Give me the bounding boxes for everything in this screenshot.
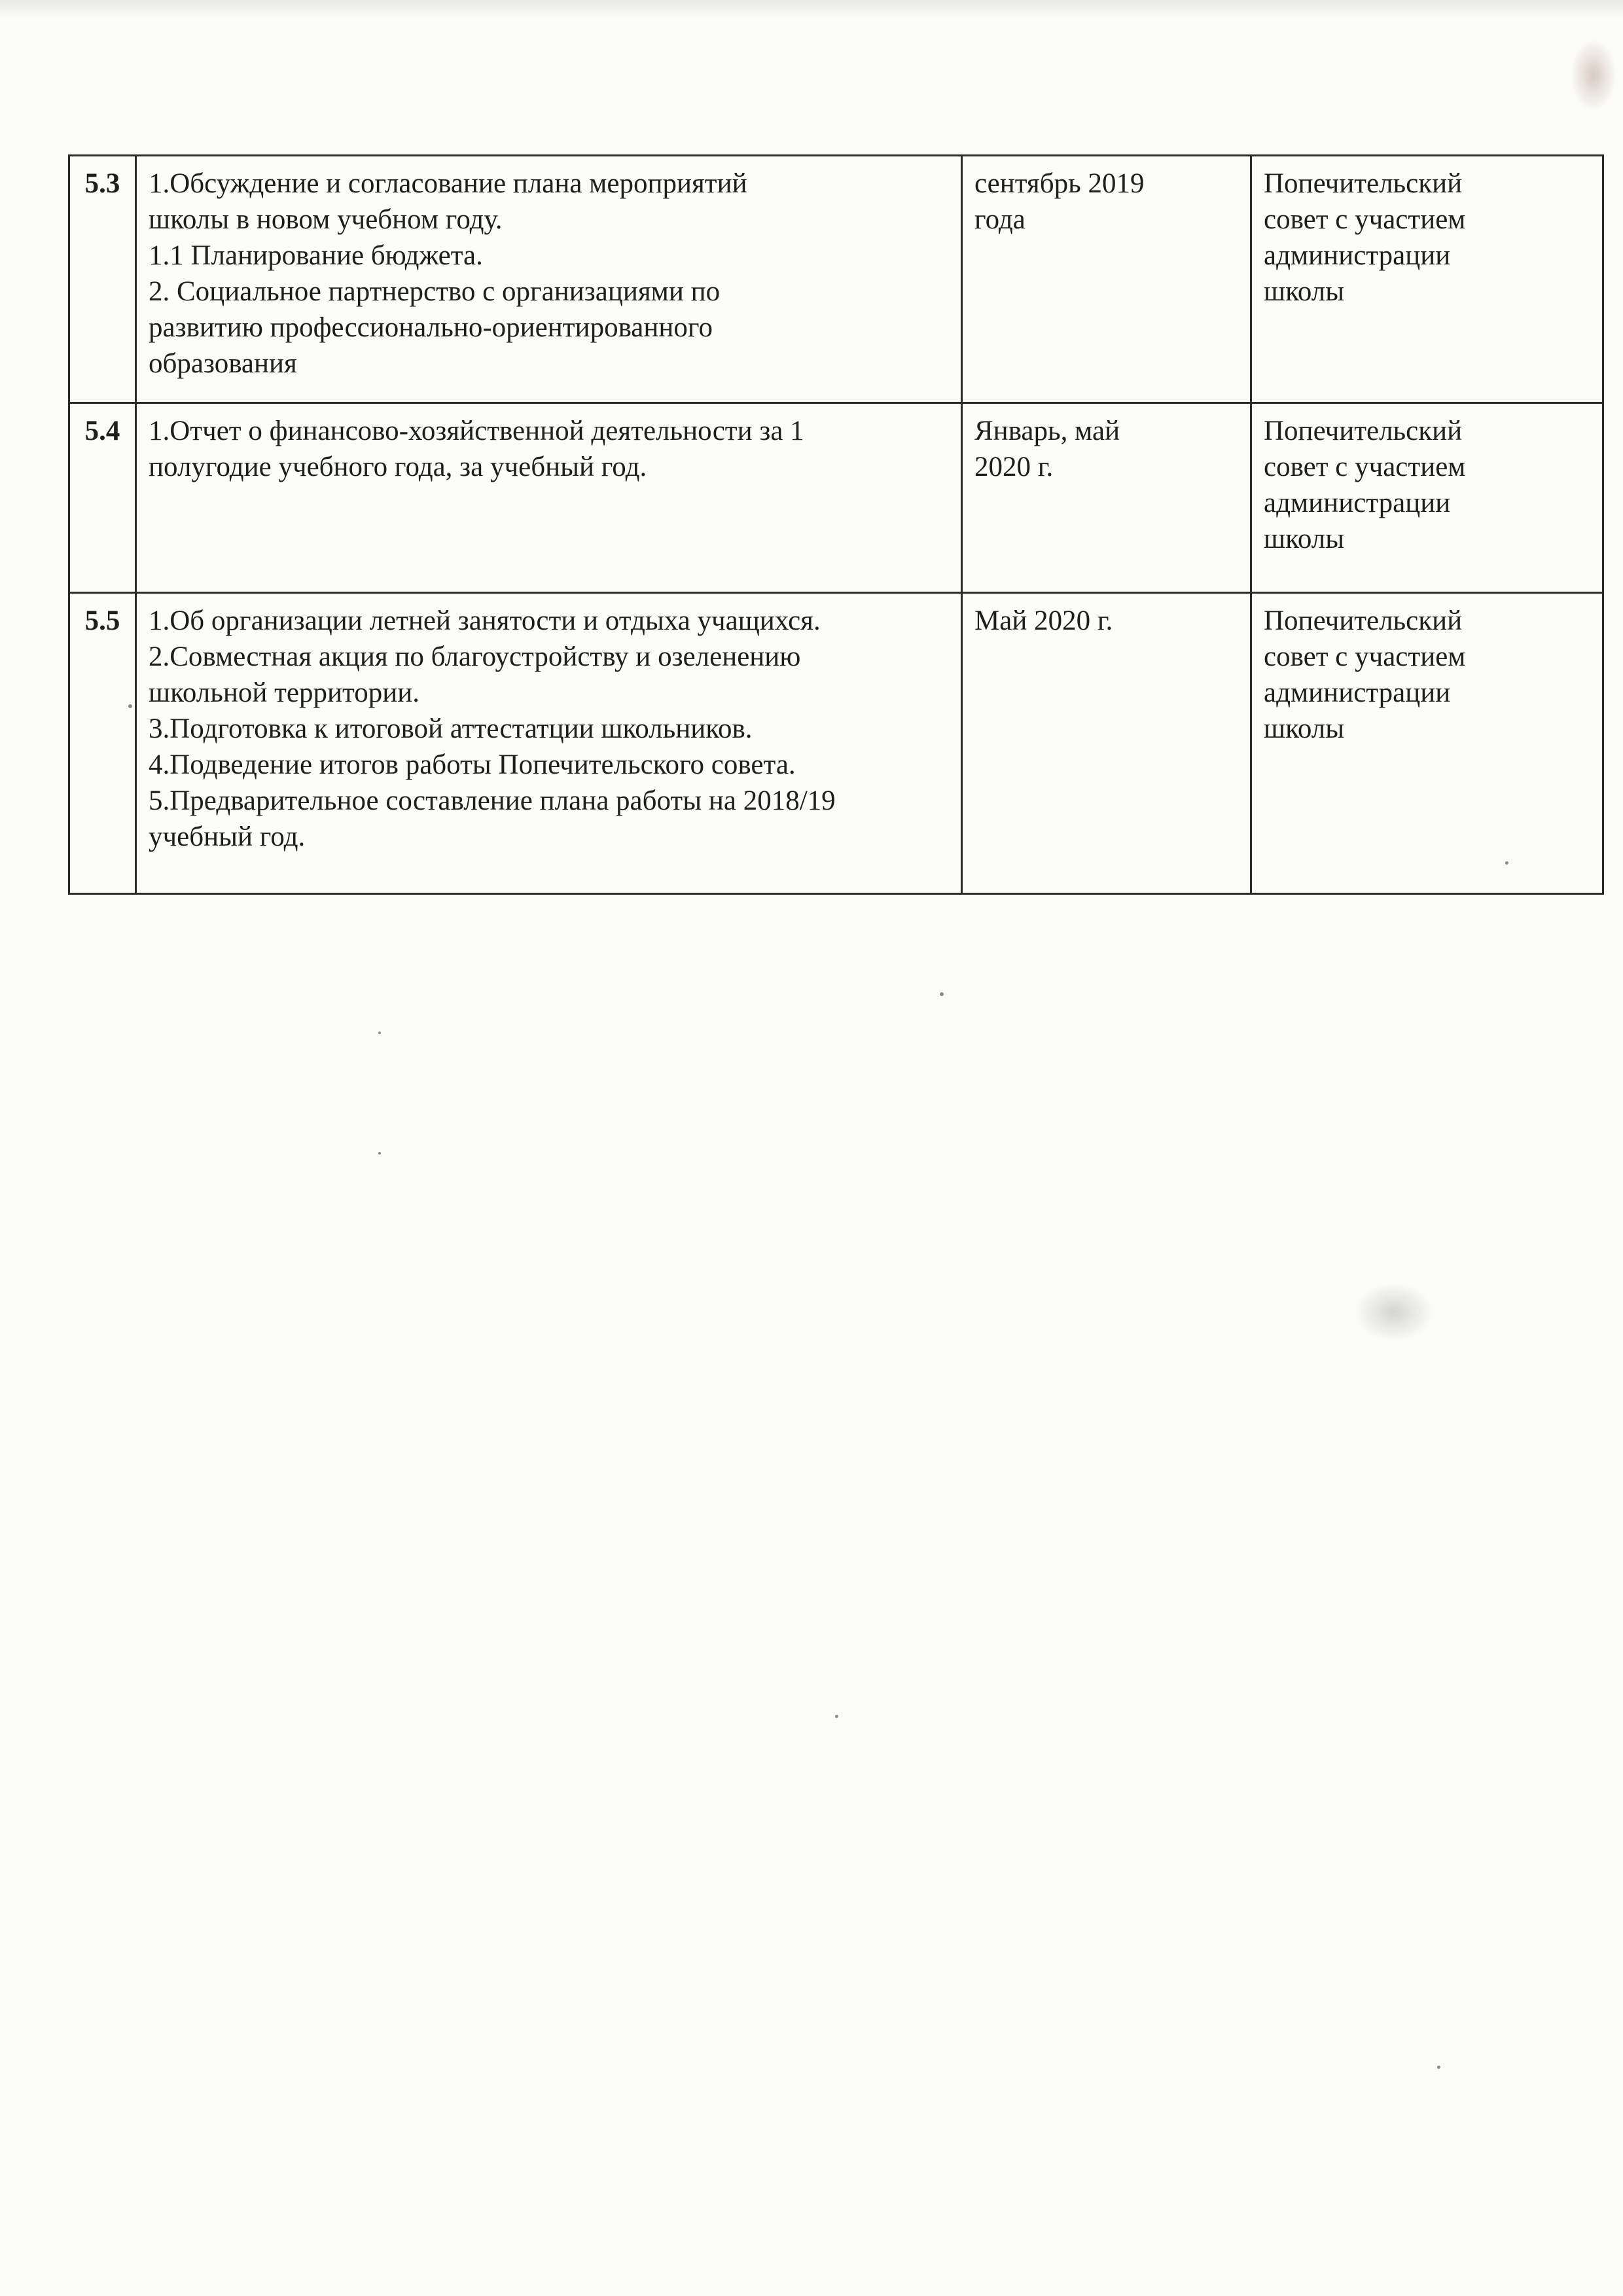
event-line: 2. Социальное партнерство с организациями по (149, 276, 721, 307)
row-number: 5.3 (69, 156, 136, 403)
event-cell (136, 156, 962, 403)
date-line: 2020 г. (974, 452, 1054, 482)
responsible-cell (1251, 156, 1603, 403)
date-cell (962, 593, 1251, 894)
event-line: школы в новом учебном году. (149, 204, 503, 235)
responsible-line: администрации (1264, 488, 1451, 518)
scan-speck (1505, 861, 1508, 865)
table-row (69, 156, 1603, 403)
event-line: 2.Совместная акция по благоустройству и озеленению (149, 641, 801, 672)
date-line: года (974, 204, 1026, 235)
event-line: 5.Предварительное составление плана работы на 2018/19 (149, 785, 836, 816)
event-line: 1.Обсуждение и согласование плана мероприятий (149, 168, 747, 199)
date-line: сентябрь 2019 (974, 168, 1145, 199)
event-line: образования (149, 348, 297, 379)
plan-table (68, 154, 1604, 895)
responsible-line: совет с участием (1264, 204, 1466, 235)
responsible-line: школы (1264, 713, 1345, 744)
scan-speck (835, 1715, 838, 1718)
event-cell (136, 593, 962, 894)
responsible-line: Попечительский (1264, 416, 1463, 446)
scan-speck (128, 704, 132, 708)
event-line: полугодие учебного года, за учебный год. (149, 452, 647, 482)
responsible-line: совет с участием (1264, 452, 1466, 482)
scan-smudge (1355, 1283, 1433, 1342)
scan-speck (1437, 2066, 1440, 2069)
table-row (69, 403, 1603, 593)
responsible-line: Попечительский (1264, 168, 1463, 199)
responsible-line: администрации (1264, 240, 1451, 271)
event-cell (136, 403, 962, 593)
responsible-line: совет с участием (1264, 641, 1466, 672)
event-line: 3.Подготовка к итоговой аттестатции школьников. (149, 713, 753, 744)
event-line: 1.Отчет о финансово-хозяйственной деятельности за 1 (149, 416, 804, 446)
event-line: 4.Подведение итогов работы Попечительского совета. (149, 749, 796, 780)
event-line: развитию профессионально-ориентированного (149, 312, 713, 343)
event-line: 1.1 Планирование бюджета. (149, 240, 483, 271)
date-cell (962, 156, 1251, 403)
date-line: Май 2020 г. (974, 605, 1113, 636)
scan-speck (378, 1152, 381, 1155)
event-line: 1.Об организации летней занятости и отдыха учащихся. (149, 605, 821, 636)
date-line: Январь, май (974, 416, 1120, 446)
table-row (69, 593, 1603, 894)
scan-edge-shadow (0, 0, 1623, 18)
scan-speck (378, 1031, 381, 1034)
responsible-line: администрации (1264, 677, 1451, 708)
responsible-cell (1251, 593, 1603, 894)
responsible-line: школы (1264, 524, 1345, 554)
responsible-cell (1251, 403, 1603, 593)
corner-stain (1571, 39, 1616, 111)
responsible-line: школы (1264, 276, 1345, 307)
scan-speck (940, 992, 944, 996)
event-line: учебный год. (149, 821, 306, 852)
event-line: школьной территории. (149, 677, 419, 708)
date-cell (962, 403, 1251, 593)
row-number: 5.5 (69, 593, 136, 894)
row-number: 5.4 (69, 403, 136, 593)
responsible-line: Попечительский (1264, 605, 1463, 636)
